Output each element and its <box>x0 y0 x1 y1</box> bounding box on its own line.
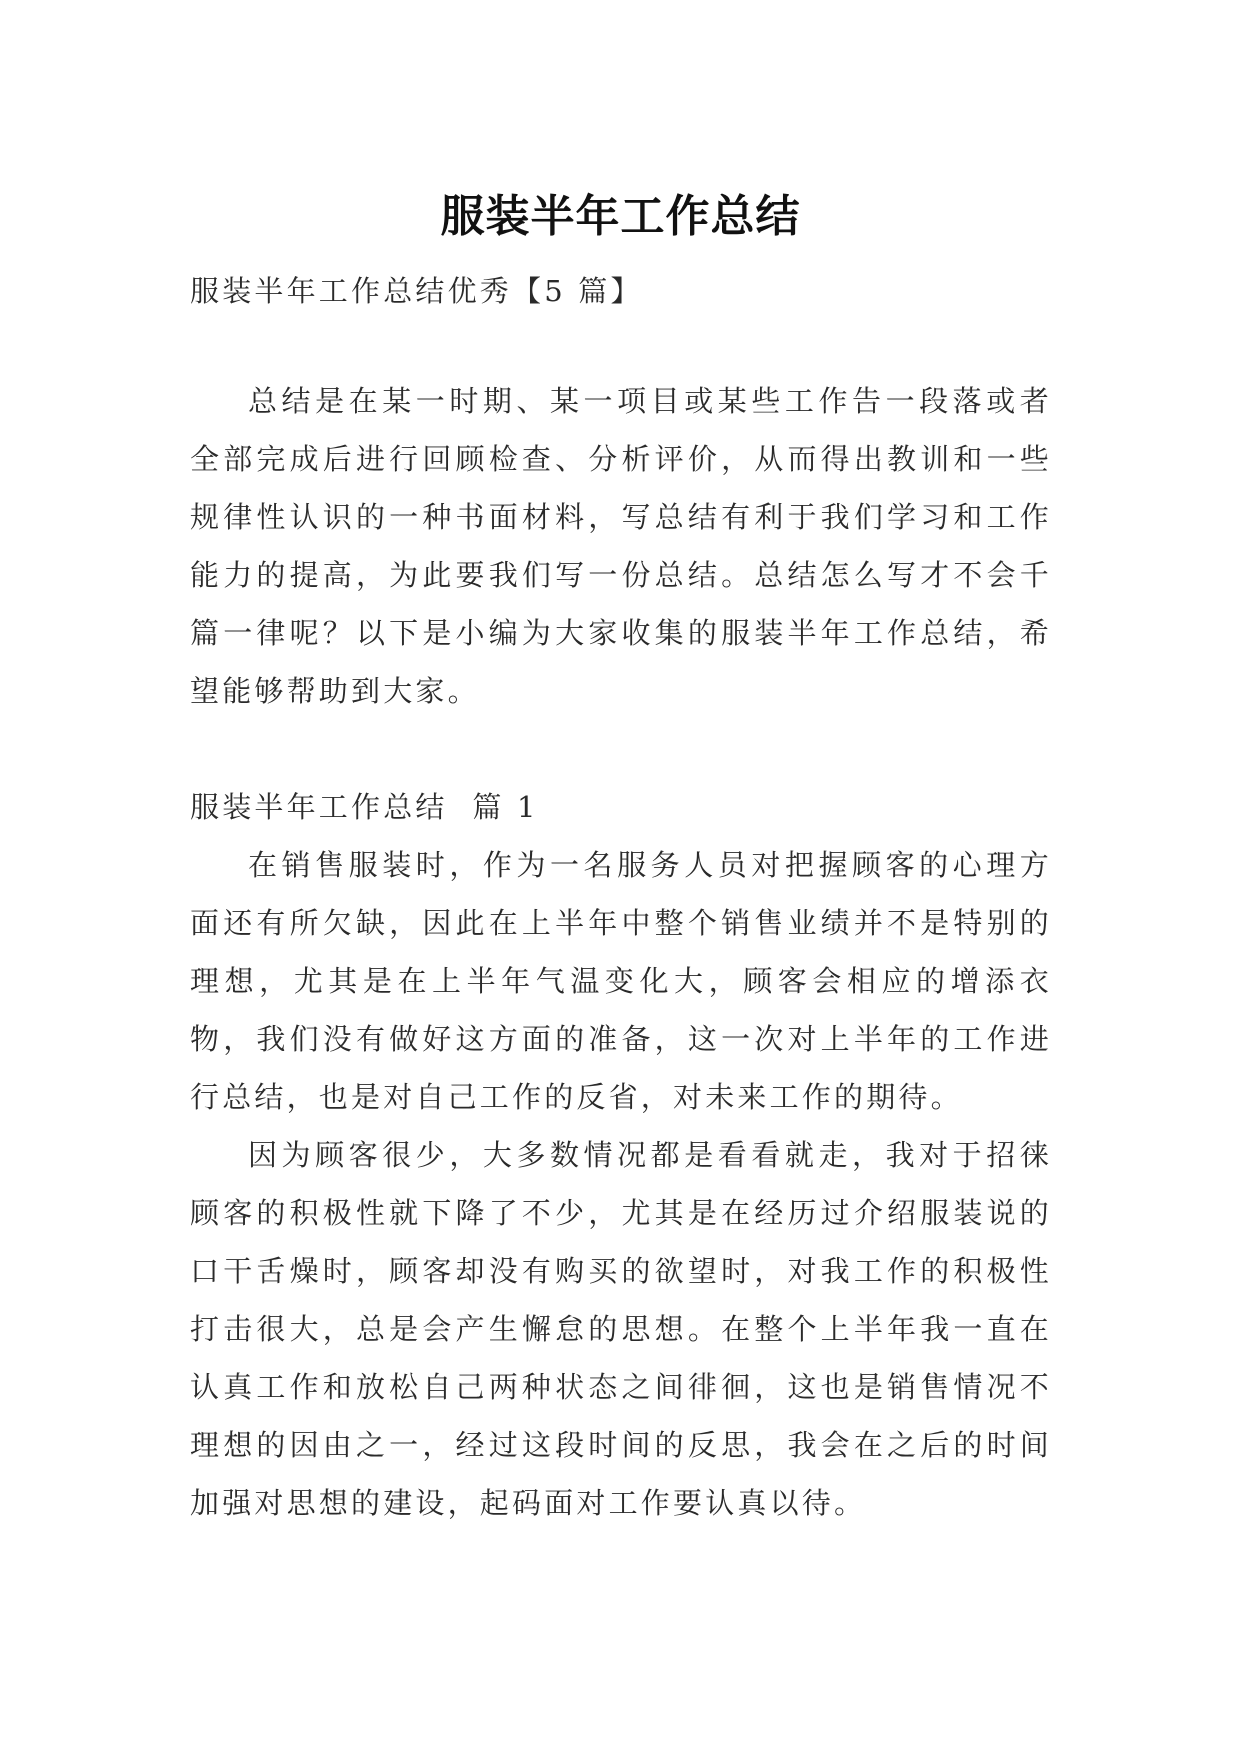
document-subtitle: 服装半年工作总结优秀【5 篇】 <box>190 274 643 308</box>
document-title: 服装半年工作总结 <box>440 191 801 243</box>
document-body <box>190 262 1052 1532</box>
section-1-heading: 服装半年工作总结 篇 1 <box>190 790 539 824</box>
section-1-paragraph-1: 在销售服装时，作为一名服务人员对把握顾客的心理方面还有所欠缺，因此在上半年中整个销售业绩并不是特别的理想，尤其是在上半年气温变化大，顾客会相应的增添衣物，我们没有做好这方面的准备，这一次对上半年的工作进行总结，也是对自己工作的反省，对未来工作的期待。 <box>190 848 1052 1114</box>
section-1-paragraph-2: 因为顾客很少，大多数情况都是看看就走，我对于招徕顾客的积极性就下降了不少，尤其是在经历过介绍服装说的口干舌燥时，顾客却没有购买的欲望时，对我工作的积极性打击很大，总是会产生懈怠的思想。在整个上半年我一直在认真工作和放松自己两种状态之间徘徊，这也是销售情况不理想的因由之一，经过这段时间的反思，我会在之后的时间加强对思想的建设，起码面对工作要认真以待。 <box>190 1138 1052 1520</box>
intro-paragraph: 总结是在某一时期、某一项目或某些工作告一段落或者全部完成后进行回顾检查、分析评价，从而得出教训和一些规律性认识的一种书面材料，写总结有利于我们学习和工作能力的提高，为此要我们写一份总结。总结怎么写才不会千篇一律呢？以下是小编为大家收集的服装半年工作总结，希望能够帮助到大家。 <box>190 384 1052 708</box>
